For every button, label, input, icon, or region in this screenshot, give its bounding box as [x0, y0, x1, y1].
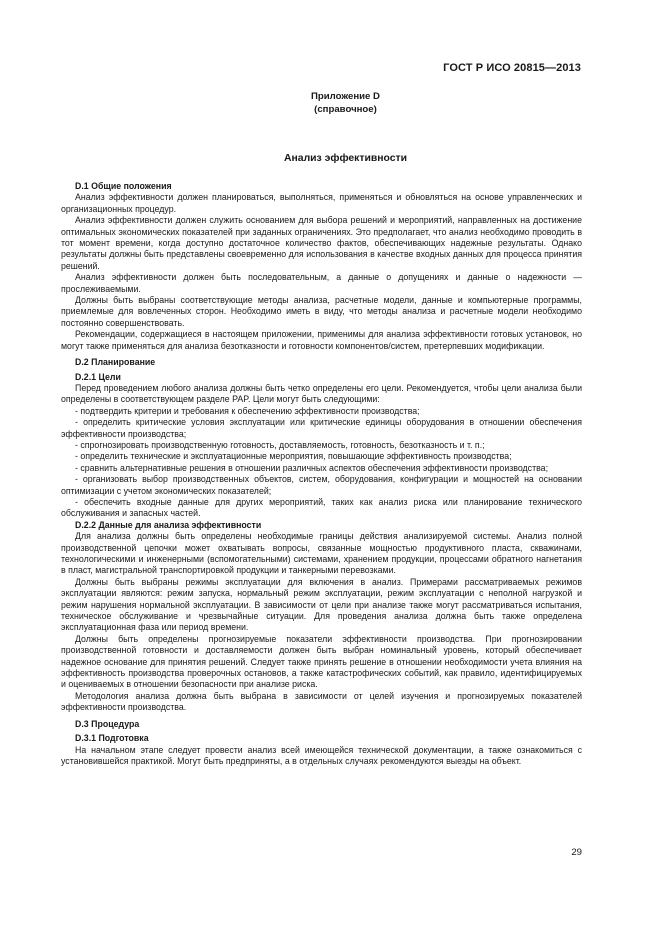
- paragraph: Рекомендации, содержащиеся в настоящем приложении, применимы для анализа эффективности готовых установок, но могут также применяться для анализа безотказности и готовности компонентов/систем, претерпевших модификации.: [61, 329, 582, 351]
- document-body: [61, 181, 582, 767]
- annex-kind: (справочное): [314, 104, 377, 115]
- document-title: Анализ эффективности: [284, 153, 407, 164]
- paragraph: Для анализа должны быть определены необходимые границы действия анализируемой системы. Анализ полной производственной цепочки может охватывать вопросы, связанные мощностью продуктивного пласта, скважинами, технологическими и инженерными (вспомогательными) системами, хранением продукции, процессами обратного нагнетания в пласт, магистральной транспортировкой продукции и танкерными перевозками.: [61, 531, 582, 576]
- annex-label: Приложение D: [311, 91, 380, 102]
- section-heading-d2: D.2 Планирование: [75, 357, 156, 368]
- subsection-heading-d22: D.2.2 Данные для анализа эффективности: [75, 519, 262, 530]
- subsection-heading-d31: D.3.1 Подготовка: [75, 733, 149, 744]
- section-heading-d1: D.1 Общие положения: [75, 181, 172, 191]
- paragraph: На начальном этапе следует провести анализ всей имеющейся технической документации, а также ознакомиться с установившейся практикой. Могут быть предприняты, а в отдельных случаях рекомендуются выезды на объект.: [61, 744, 582, 766]
- section-heading-d3: D.3 Процедура: [75, 718, 140, 729]
- list-item: - сравнить альтернативные решения в отношении различных аспектов обеспечения эффективности производства;: [75, 462, 549, 473]
- paragraph: Должны быть определены прогнозируемые показатели эффективности производства. При прогнозировании производственной готовности и доставляемости должен быть выбран номинальный уровень, который обеспечивает надежное основание для принятия решений. Следует также принять решение в отношении необходимости учета влияния на эффективность производства проверочных остановов, а также катастрофических событий, как правило, идентифицируемых и оцениваемых в отношении безопасности при анализе риска.: [61, 633, 582, 690]
- paragraph: Перед проведением любого анализа должны быть четко определены его цели. Рекомендуется, чтобы цели анализа были определены в соответствующем разделе PAP. Цели могут быть следующими:: [61, 382, 582, 405]
- list-item: - обеспечить входные данные для других мероприятий, таких как анализ риска или планирование технического обслуживания и запасных частей.: [61, 496, 582, 519]
- standard-code: ГОСТ Р ИСО 20815—2013: [443, 62, 581, 74]
- list-item: - спрогнозировать производственную готовность, доставляемость, готовность, безотказность и т. п.;: [75, 439, 485, 450]
- list-item: - организовать выбор производственных объектов, систем, оборудования, конфигурации и мощностей на основании оптимизации с учетом экономических показателей;: [61, 474, 582, 496]
- page-number: 29: [571, 847, 582, 858]
- subsection-heading-d21: D.2.1 Цели: [75, 371, 121, 382]
- list-item: - определить критические условия эксплуатации или критические единицы оборудования в отношении обеспечения эффективности производства;: [61, 417, 582, 439]
- paragraph: Должны быть выбраны соответствующие методы анализа, расчетные модели, данные и компьютерные программы, приемлемые для вовлеченных сторон. Необходимо иметь в виду, что методы анализа и расчетные модели необходимо постоянно совершенствовать.: [61, 295, 582, 328]
- paragraph: Методология анализа должна быть выбрана в зависимости от целей изучения и прогнозируемых показателей эффективности производства.: [61, 690, 582, 713]
- paragraph: Анализ эффективности должен служить основанием для выбора решений и мероприятий, направленных на достижение оптимальных экономических показателей при заданных ограничениях. Это предполагает, что анализ необходимо проводить в тот момент времени, когда доступно достаточное количество фактов, обеспечивающих надежные результаты. Однако результаты должны быть представлены своевременно для использования в качестве входных данных для процесса принятия решений.: [61, 215, 582, 271]
- list-item: - подтвердить критерии и требования к обеспечению эффективности производства;: [75, 405, 420, 416]
- paragraph: Анализ эффективности должен быть последовательным, а данные о допущениях и данные о надежности — прослеживаемыми.: [61, 272, 582, 294]
- list-item: - определить технические и эксплуатационные мероприятия, повышающие эффективность производства;: [75, 451, 512, 462]
- paragraph: Должны быть выбраны режимы эксплуатации для включения в анализ. Примерами рассматриваемых режимов эксплуатации являются: режим запуска, нормальный режим эксплуатации, режим эксплуатации с неполной нагрузкой и режим нарушения нормальной эксплуатации. В зависимости от цели при анализе также могут рассматриваться испытания, техническое обслуживание и чрезвычайные ситуации. Для проведения анализа должна быть также определена эксплуатационная фаза или период времени.: [61, 576, 582, 633]
- paragraph: Анализ эффективности должен планироваться, выполняться, применяться и обновляться на основе управленческих и организационных процедур.: [61, 192, 582, 214]
- annex-header: [0, 90, 661, 116]
